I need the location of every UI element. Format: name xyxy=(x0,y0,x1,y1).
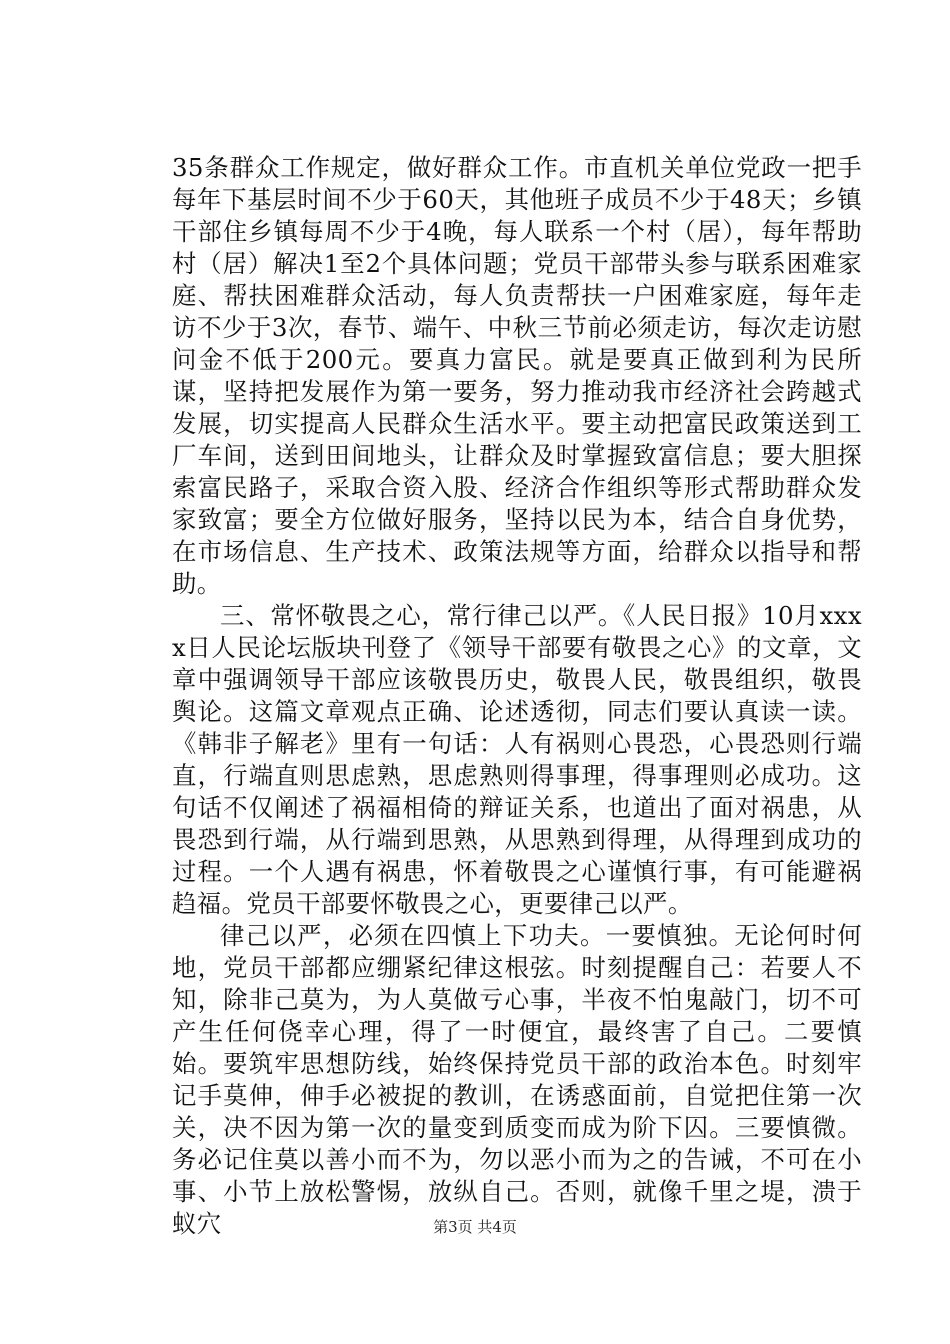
paragraph-section-three: 三、常怀敬畏之心，常行律己以严。《人民日报》10月xxxx日人民论坛版块刊登了《领导干部要有敬畏之心》的文章，文章中强调领导干部应该敬畏历史，敬畏人民，敬畏组织，敬畏舆论。这篇文章观点正确、论述透彻，同志们要认真读一读。《韩非子解老》里有一句话：人有祸则心畏恐，心畏恐则行端直，行端直则思虑熟，思虑熟则得事理，得事理则必成功。这句话不仅阐述了祸福相倚的辩证关系，也道出了面对祸患，从畏恐到行端，从行端到思熟，从思熟到得理，从得理到成功的过程。一个人遇有祸患，怀着敬畏之心谨慎行事，有可能避祸趋福。党员干部要怀敬畏之心，更要律己以严。 xyxy=(172,601,862,918)
page-number: 第3页 共4页 xyxy=(433,1218,517,1236)
page-footer xyxy=(0,1216,950,1237)
body-text xyxy=(172,152,862,1240)
paragraph-four-cautions: 律己以严，必须在四慎上下功夫。一要慎独。无论何时何地，党员干部都应绷紧纪律这根弦。时刻提醒自己：若要人不知，除非己莫为，为人莫做亏心事，半夜不怕鬼敲门，切不可产生任何侥幸心理，得了一时便宜，最终害了自己。二要慎始。要筑牢思想防线，始终保持党员干部的政治本色。时刻牢记手莫伸，伸手必被捉的教训，在诱惑面前，自觉把住第一次关，决不因为第一次的量变到质变而成为阶下囚。三要慎微。务必记住莫以善小而不为，勿以恶小而为之的告诫，不可在小事、小节上放松警惕，放纵自己。否则，就像千里之堤，溃于蚁穴 xyxy=(172,921,862,1238)
paragraph-continuation: 35条群众工作规定，做好群众工作。市直机关单位党政一把手每年下基层时间不少于60天，其他班子成员不少于48天；乡镇干部住乡镇每周不少于4晚，每人联系一个村（居），每年帮助村（居）解决1至2个具体问题；党员干部带头参与联系困难家庭、帮扶困难群众活动，每人负责帮扶一户困难家庭，每年走访不少于3次，春节、端午、中秋三节前必须走访，每次走访慰问金不低于200元。要真力富民。就是要真正做到利为民所谋，坚持把发展作为第一要务，努力推动我市经济社会跨越式发展，切实提高人民群众生活水平。要主动把富民政策送到工厂车间，送到田间地头，让群众及时掌握致富信息；要大胆探索富民路子，采取合资入股、经济合作组织等形式帮助群众发家致富；要全方位做好服务，坚持以民为本，结合自身优势，在市场信息、生产技术、政策法规等方面，给群众以指导和帮助。 xyxy=(172,153,862,598)
